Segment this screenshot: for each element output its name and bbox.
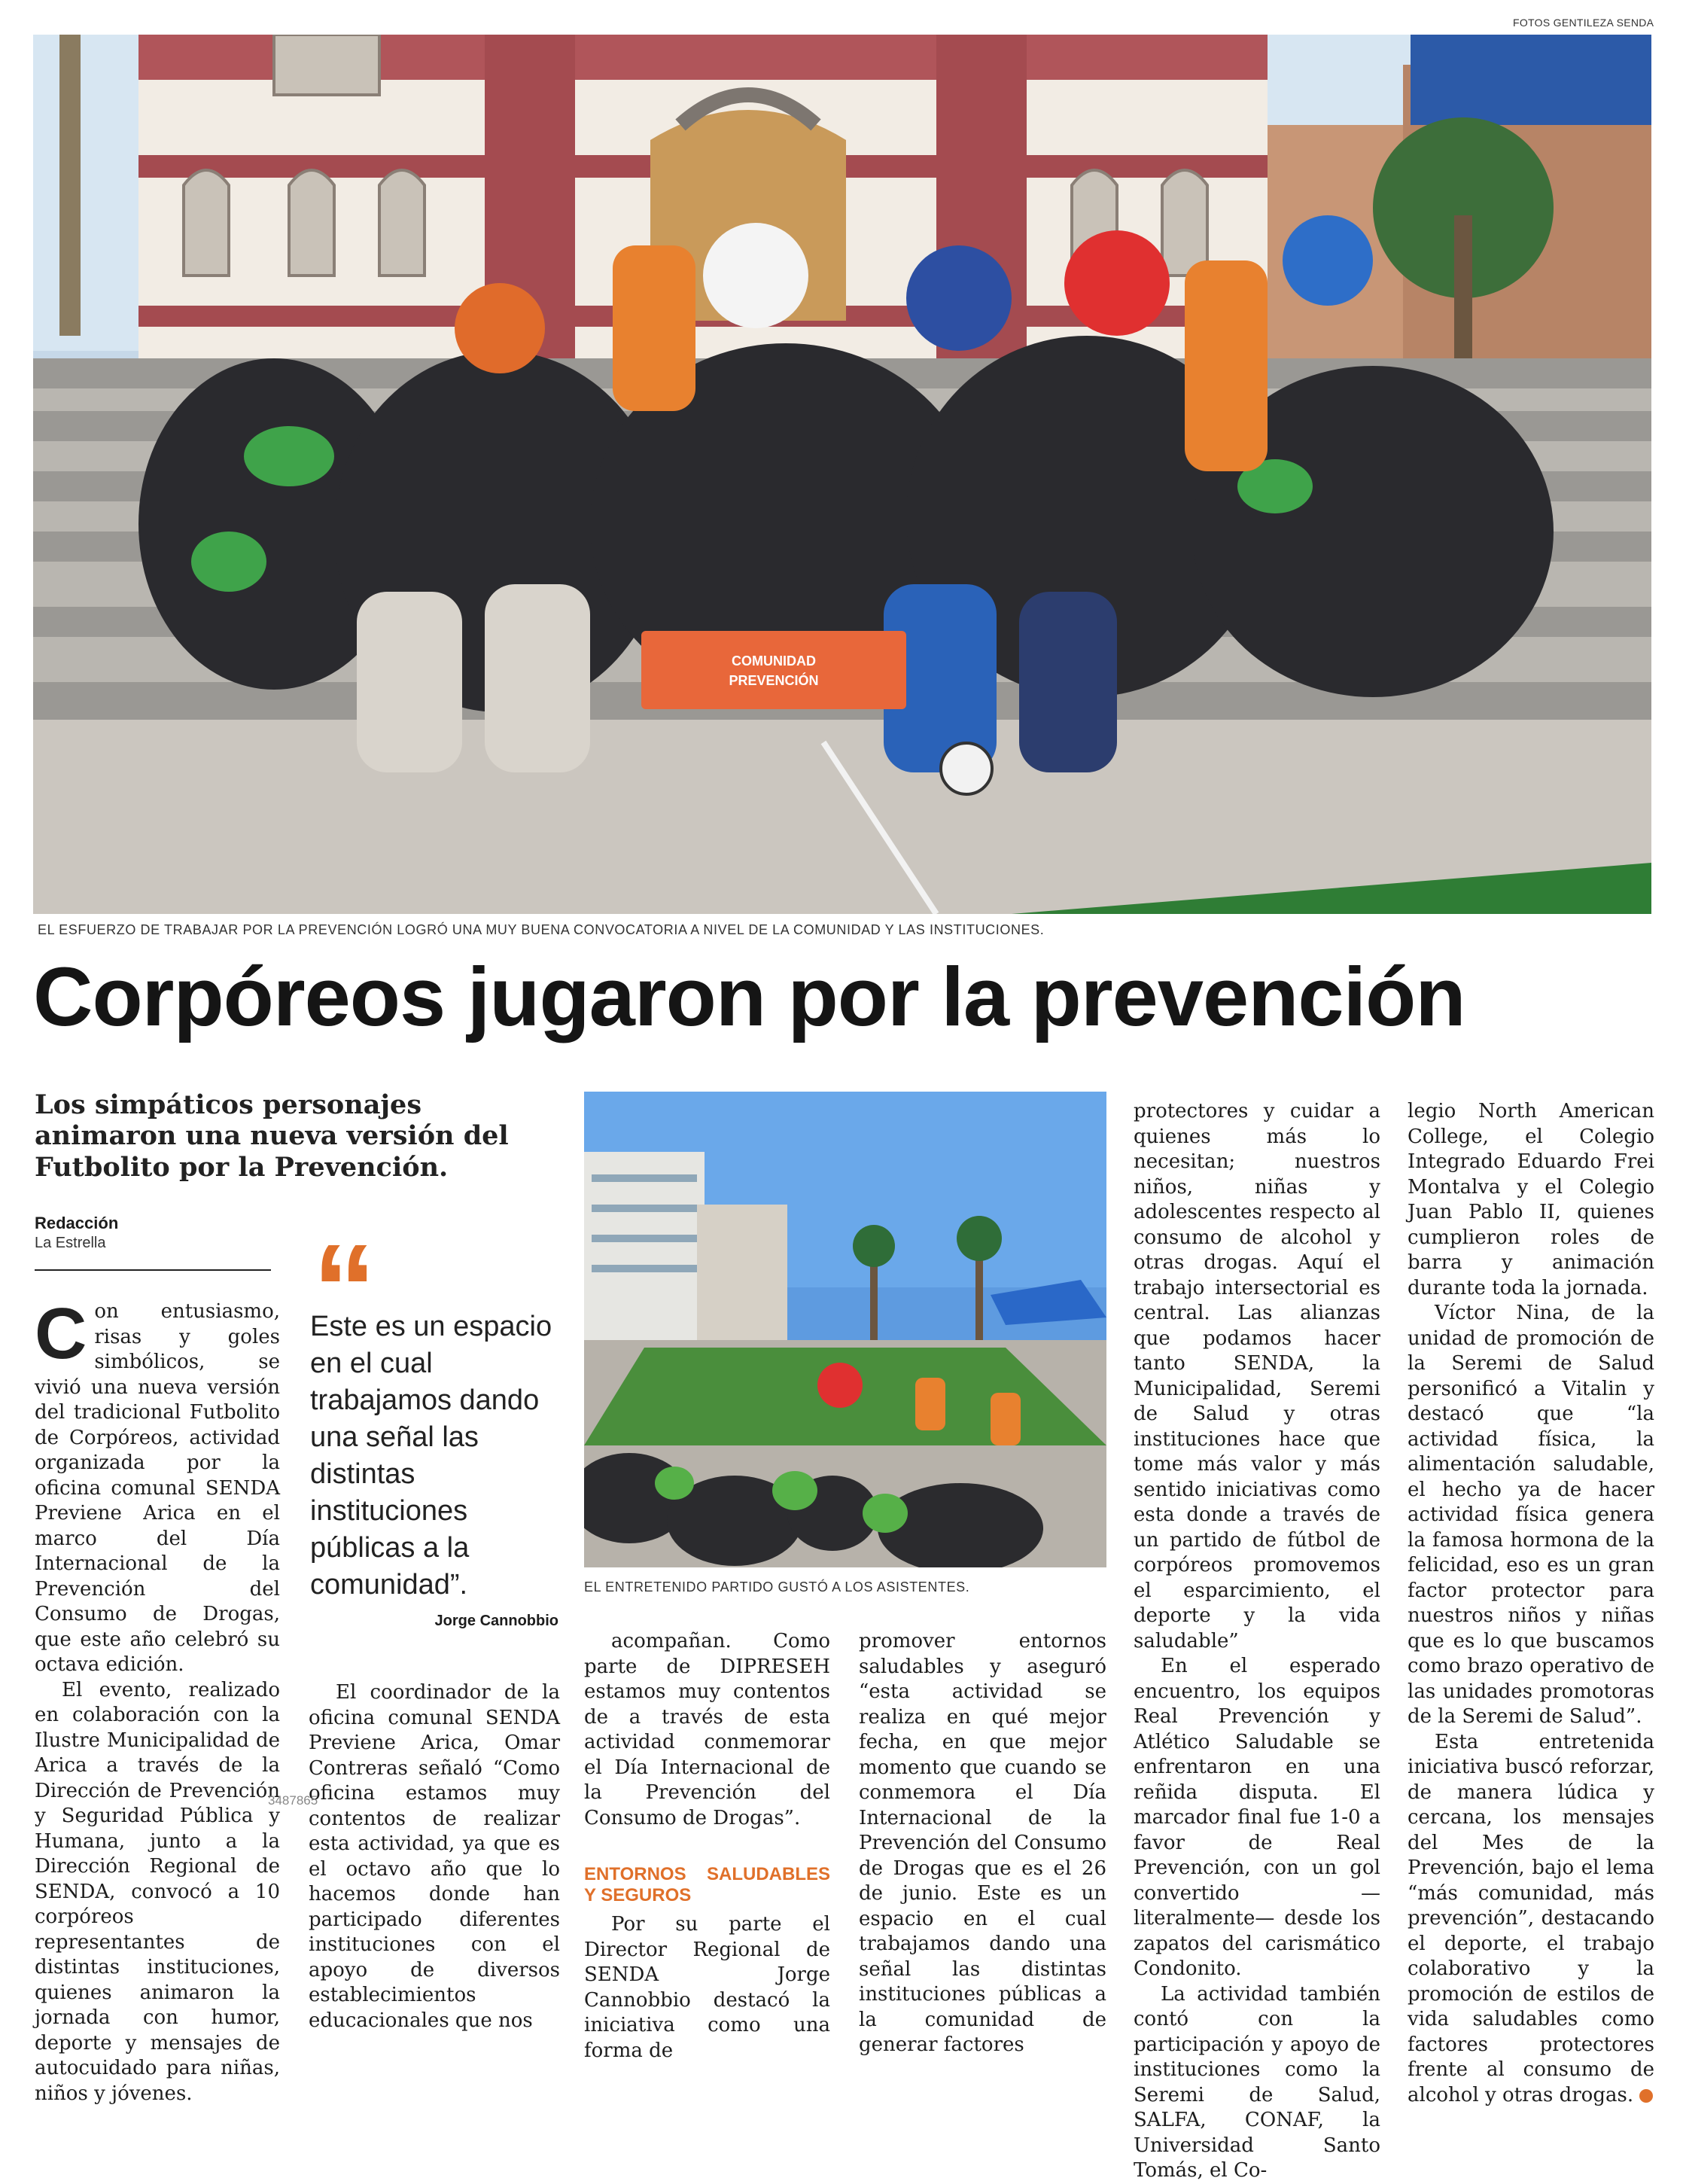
paragraph-3: El coordinador de la oficina comunal SENDA Previene Arica, Omar Contreras señaló “Como oficina estamos muy contentos de realizar esta actividad, ya que es el octavo año que lo hacemos donde han participado diferentes instituciones con el apoyo de diversos establecimientos educacionales que nos <box>309 1681 560 2032</box>
drop-cap: C <box>35 1293 87 1374</box>
byline-outlet: La Estrella <box>35 1235 106 1251</box>
headline: Corpóreos jugaron por la prevención <box>33 951 1465 1043</box>
column-5 <box>1134 1099 1380 2184</box>
banner-line2: PREVENCIÓN <box>729 673 819 688</box>
column-1 <box>35 1293 280 2106</box>
quote-mark-icon: “ <box>312 1218 376 1361</box>
subhead: ENTORNOS SALUDABLES Y SEGUROS <box>584 1864 830 1905</box>
main-photo <box>33 35 1651 914</box>
pull-quote: Este es un espacio en el cual trabajamos dando una señal las distintas instituciones públicas a la comunidad”. <box>310 1311 552 1601</box>
second-photo <box>584 1092 1106 1567</box>
paragraph-1-text: on entusiasmo, risas y goles simbólicos, se vivió una nueva versión del tradicional Futbolito de Corpóreos, actividad organizada por la oficina comunal SENDA Previene Arica en el marco del Día Internacional de la Prevención del Consumo de Drogas, que este año celebró su octava edición. <box>35 1300 280 1676</box>
deck: Los simpáticos personajes animaron una nueva versión del Futbolito por la Prevención. <box>35 1089 509 1183</box>
paragraph-5: Por su parte el Director Regional de SENDA Jorge Cannobbio destacó la iniciativa como una forma de <box>584 1913 830 2062</box>
banner-line1: COMUNIDAD <box>732 653 816 669</box>
column-6 <box>1408 1099 1676 2108</box>
byline-rule <box>35 1269 271 1271</box>
column-3 <box>584 1629 830 2064</box>
page-code: 3487865 <box>268 1793 318 1808</box>
paragraph-2: El evento, realizado en colaboración con la Ilustre Municipalidad de Arica a través de la Dirección de Prevención y Seguridad Pública y Humana, junto a la Dirección Regional de SENDA, convocó a 10 corpóreos representantes de distintas instituciones, quienes animaron la jornada con humor, deporte y mensajes de autocuidado para niñas, niños y jóvenes. <box>35 1678 280 2105</box>
paragraph-1 <box>35 1293 280 1678</box>
pull-quote-author: Jorge Cannobbio <box>434 1613 558 1629</box>
second-photo-caption: EL ENTRETENIDO PARTIDO GUSTÓ A LOS ASISTENTES. <box>584 1579 970 1595</box>
column-4 <box>859 1629 1106 2058</box>
column-2 <box>309 1680 560 2033</box>
paragraph-12-text: Esta entretenida iniciativa buscó reforzar, de manera lúdica y cercana, los mensajes del Mes de la Prevención, bajo el lema “más comunidad, más prevención”, destacando el deporte, el trabajo colaborativo y la promoción de estilos de vida saludables como factores protectores frente al consumo de alcohol y otras drogas. <box>1408 1730 1654 2106</box>
paragraph-11: Víctor Nina, de la unidad de promoción de la Seremi de Salud personificó a Vitalin y destacó que “la actividad física, la alimentación saludable, el hecho ya de hacer actividad física genera la famosa hormona de la felicidad, eso es un gran factor protector para nuestros niños y niñas que es lo que buscamos como brazo operativo de las unidades promotoras de la Seremi de Salud”. <box>1408 1302 1654 1728</box>
byline-name: Redacción <box>35 1214 119 1232</box>
paragraph-6: promover entornos saludables y aseguró “esta actividad se realiza en qué mejor fecha, en que mejor momento que cuando se conmemora el Día Internacional de la Prevención del Consumo de Drogas que es el 26 de junio. Este es un espacio en el cual trabajamos dando una señal las distintas instituciones públicas a la comunidad de generar factores <box>859 1630 1106 2056</box>
photo-credit: FOTOS GENTILEZA SENDA <box>1513 17 1654 29</box>
main-photo-caption: EL ESFUERZO DE TRABAJAR POR LA PREVENCIÓN LOGRÓ UNA MUY BUENA CONVOCATORIA A NIVEL DE LA COMUNIDAD Y LAS INSTITUCIONES. <box>38 922 1045 937</box>
paragraph-7: protectores y cuidar a quienes más lo necesitan; nuestros niños, niñas y adolescentes respecto al consumo de alcohol y otras drogas. Aquí el trabajo intersectorial es central. Las alianzas que podamos hacer tanto SENDA, la Municipalidad, Seremi de Salud y otras instituciones hace que tome más valor y más sentido iniciativas como esta donde a través de un partido de fútbol de corpóreos promovemos el esparcimiento, el deporte y la vida saludable” <box>1134 1100 1380 1652</box>
end-mark-icon: ✪ <box>1639 2089 1653 2103</box>
paragraph-9: La actividad también contó con la participación y apoyo de instituciones como la Seremi de Salud, SALFA, CONAF, la Universidad Santo Tomás, el Co- <box>1134 1982 1380 2182</box>
paragraph-10: legio North American College, el Colegio Integrado Eduardo Frei Montalva y el Colegio Juan Pablo II, quienes cumplieron roles de barra y animación durante toda la jornada. <box>1408 1100 1654 1299</box>
paragraph-8: En el esperado encuentro, los equipos Real Prevención y Atlético Saludable se enfrentaron en una reñida disputa. El marcador final fue 1-0 a favor de Real Prevención, con un gol convertido —literalmente— desde los zapatos del carismático Condonito. <box>1134 1655 1380 1980</box>
paragraph-4: acompañan. Como parte de DIPRESEH estamos muy contentos de a través de esta actividad conmemorar el Día Internacional de la Prevención del Consumo de Drogas”. <box>584 1630 830 1829</box>
paragraph-12 <box>1408 1730 1676 2109</box>
